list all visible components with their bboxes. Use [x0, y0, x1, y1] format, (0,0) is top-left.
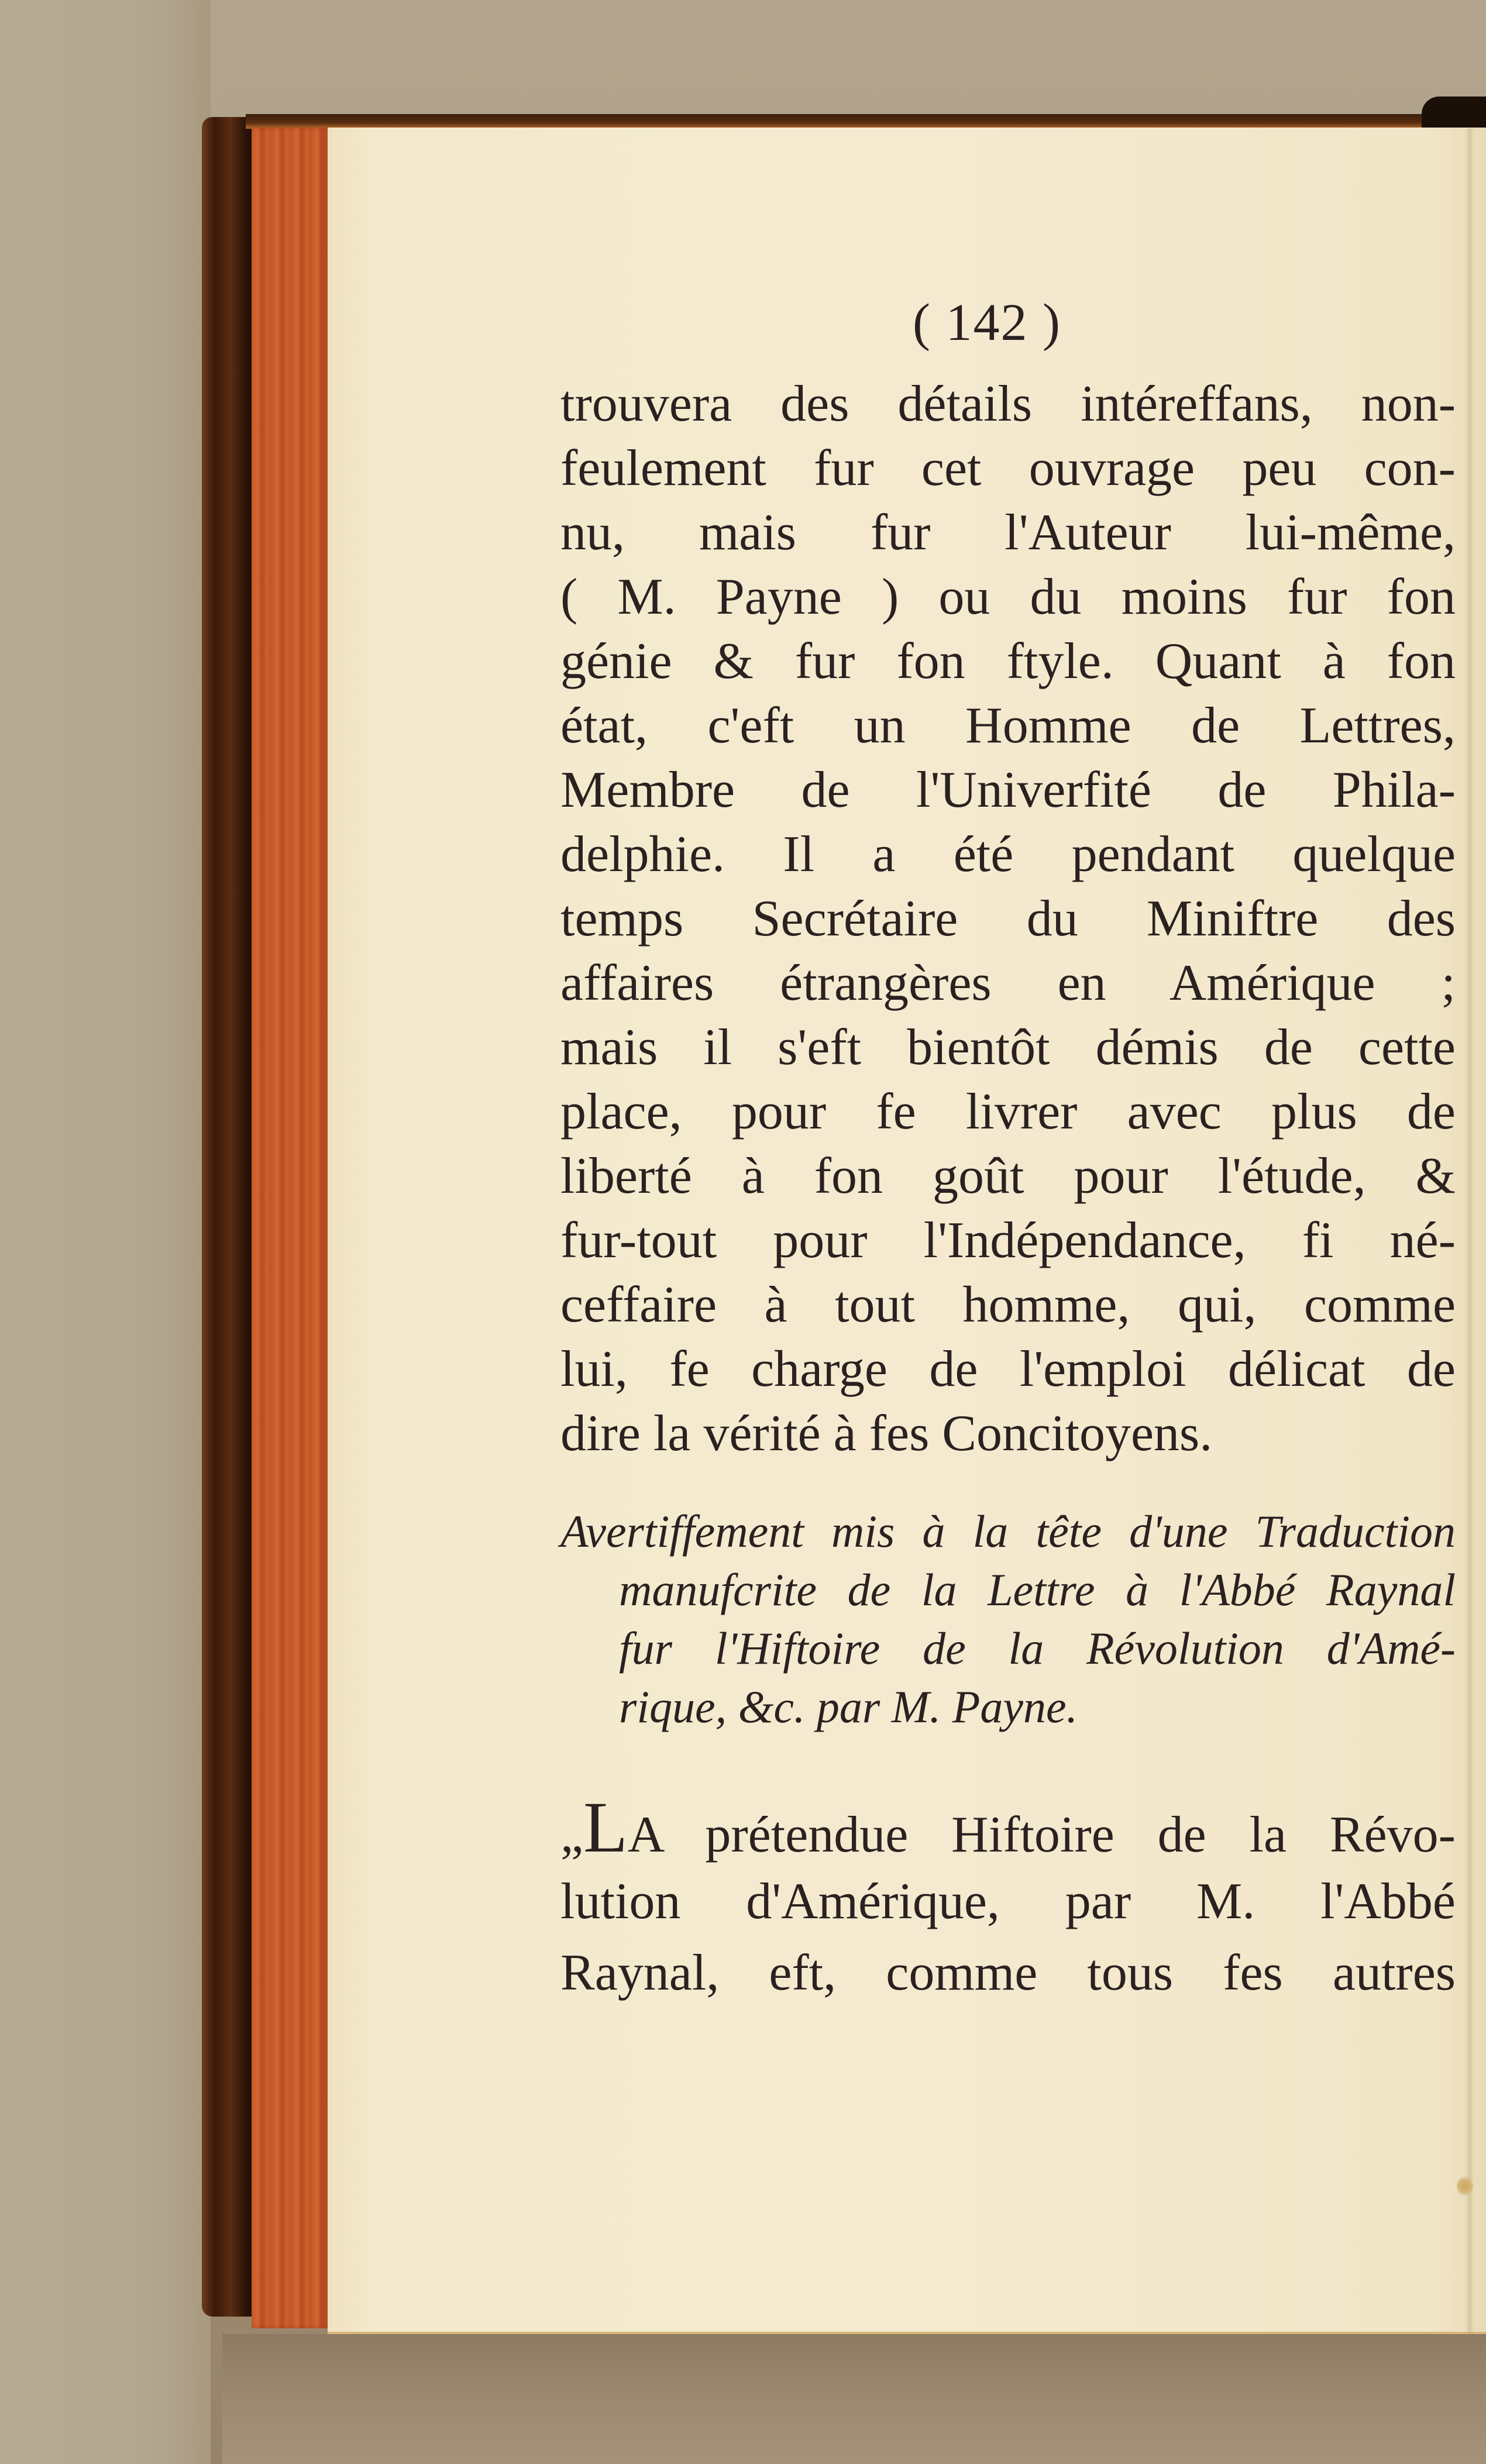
text-line: delphie. Il a été pendant quelque [560, 826, 1456, 883]
heading-line: rique, &c. par M. Payne. [619, 1681, 1078, 1732]
text-line: Raynal, eft, comme tous fes autres [560, 1945, 1456, 2001]
text-line: ( M. Payne ) ou du moins fur fon [560, 569, 1456, 625]
text-line: nu, mais fur l'Auteur lui-même, [560, 504, 1456, 561]
text-line: mais il s'eft bientôt démis de cette [560, 1019, 1456, 1076]
text-line: temps Secrétaire du Miniftre des [560, 890, 1456, 947]
drop-capital: L [583, 1787, 628, 1867]
text-line: liberté à fon goût pour l'étude, & [560, 1148, 1456, 1205]
background-shadow [222, 2334, 1486, 2464]
text-line: feulement fur cet ouvrage peu con- [560, 440, 1456, 497]
text-line: ceffaire à tout homme, qui, comme [560, 1276, 1456, 1333]
text-fragment: A prétendue Hiftoire de la Révo- [627, 1806, 1456, 1863]
page-edges-red [252, 128, 328, 2328]
text-line: lui, fe charge de l'emploi délicat de [560, 1341, 1456, 1398]
text-line-with-dropcap [560, 1787, 1456, 1867]
paper-stain [1457, 2176, 1473, 2196]
heading-line: manufcrite de la Lettre à l'Abbé Raynal [619, 1564, 1456, 1615]
text-line: affaires étrangères en Amérique ; [560, 955, 1456, 1011]
text-line: état, c'eft un Homme de Lettres, [560, 697, 1456, 754]
heading-line: fur l'Hiftoire de la Révolution d'Amé- [619, 1623, 1456, 1674]
background-surface [0, 0, 211, 2464]
book-cover-spine [202, 117, 254, 2317]
book-cover-top-edge [246, 114, 1486, 129]
text-line: trouvera des détails intéreffans, non- [560, 376, 1456, 432]
heading-line: Avertiffement mis à la tête d'une Traduction [560, 1506, 1456, 1557]
text-line: lution d'Amérique, par M. l'Abbé [560, 1873, 1456, 1930]
opening-quote-mark: „ [560, 1806, 584, 1863]
text-line: génie & fur fon ftyle. Quant à fon [560, 633, 1456, 690]
page-fold-line [1466, 129, 1474, 2334]
text-line: Membre de l'Univerfité de Phila- [560, 762, 1456, 818]
text-line: dire la vérité à fes Concitoyens. [560, 1405, 1213, 1462]
text-line: place, pour fe livrer avec plus de [560, 1083, 1456, 1140]
book-cover-corner [1422, 97, 1486, 132]
page-number: ( 142 ) [913, 294, 1061, 352]
text-line: fur-tout pour l'Indépendance, fi né- [560, 1212, 1456, 1269]
